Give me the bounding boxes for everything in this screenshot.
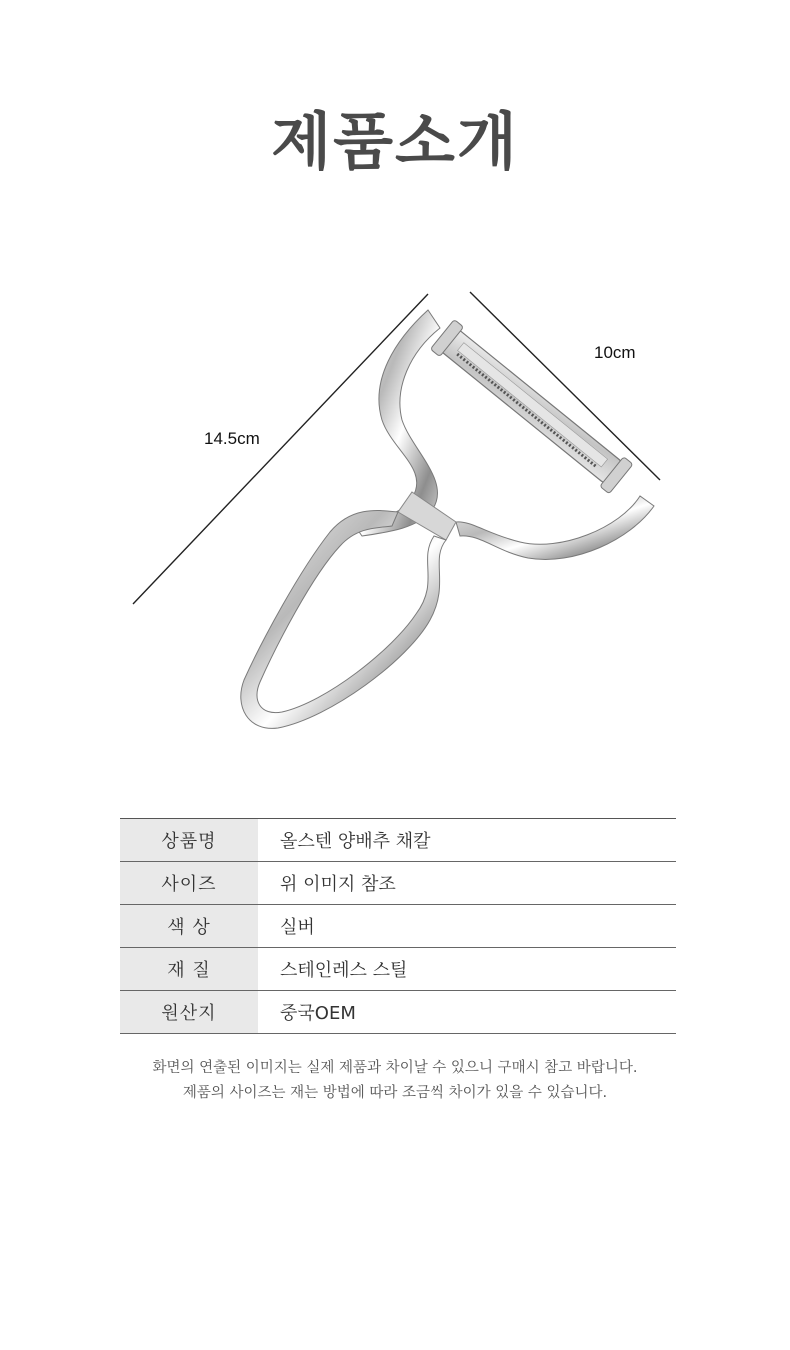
table-row [120,905,676,948]
spec-label: 색 상 [120,905,258,948]
length-dimension-line [133,294,428,604]
peeler-handle [241,511,446,729]
spec-value: 올스텐 양배추 채칼 [258,819,676,862]
spec-label: 상품명 [120,819,258,862]
disclaimer-line: 제품의 사이즈는 재는 방법에 따라 조금씩 차이가 있을 수 있습니다. [182,1085,608,1101]
page-title: 제품소개 [271,105,519,178]
table-row [120,862,676,905]
spec-table [120,818,676,1034]
length-label: 14.5cm [204,429,260,448]
table-row [120,819,676,862]
spec-value: 스테인레스 스틸 [258,948,676,991]
disclaimer-notes [0,1056,790,1106]
spec-label: 원산지 [120,991,258,1034]
spec-value: 실버 [258,905,676,948]
peeler-illustration [0,270,790,760]
spec-label: 재 질 [120,948,258,991]
table-row [120,991,676,1034]
spec-value: 중국OEM [258,991,676,1034]
disclaimer-line: 화면의 연출된 이미지는 실제 제품과 차이날 수 있으니 구매시 참고 바랍니다. [152,1060,638,1076]
spec-value: 위 이미지 참조 [258,862,676,905]
spec-label: 사이즈 [120,862,258,905]
width-label: 10cm [594,343,636,362]
table-row [120,948,676,991]
product-figure [0,270,790,760]
